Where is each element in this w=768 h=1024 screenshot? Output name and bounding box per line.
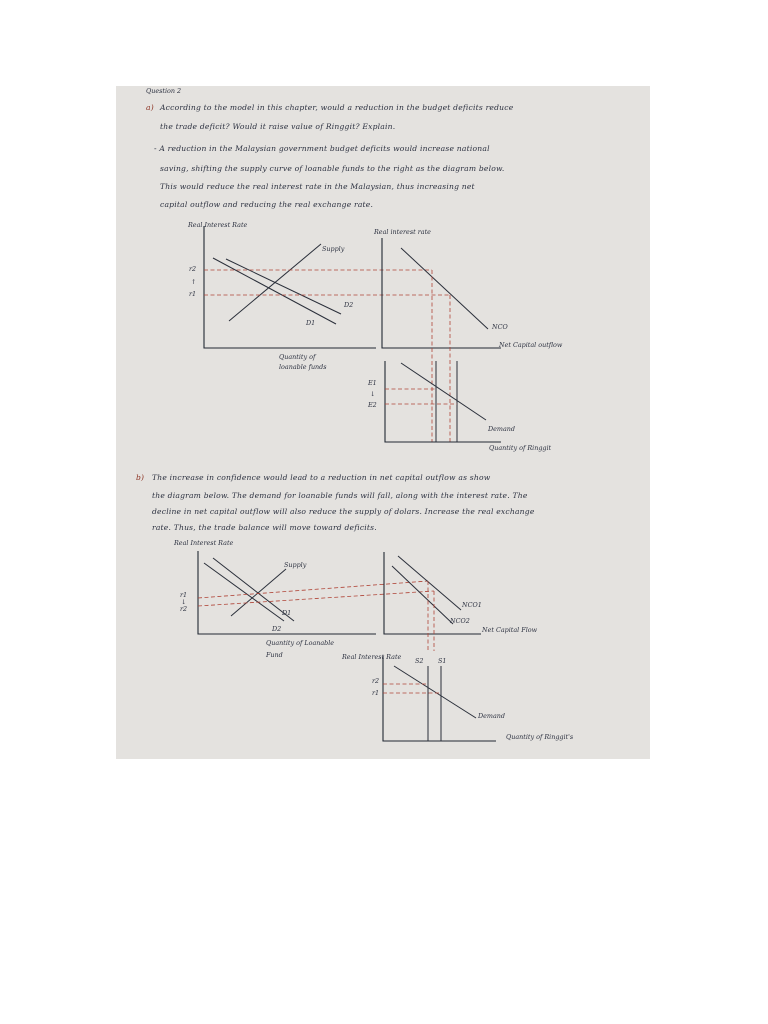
graph-a2-axes: [382, 238, 501, 348]
graph-a2-lines: [382, 238, 501, 442]
graph-b2-nco1-label: NCO1: [462, 601, 482, 609]
graph-a3-lines: [385, 361, 501, 442]
notebook-photo: [116, 86, 650, 759]
graph-a2-xlabel: Net Capital outflow: [499, 341, 563, 349]
part-a-answer-line-3: This would reduce the real interest rate in the Malaysian, thus increasing net: [160, 182, 475, 191]
graph-b1-ylabel: Real Interest Rate: [174, 539, 234, 547]
graph-a2-nco-label: NCO: [492, 323, 508, 331]
part-a-question-line-2: the trade deficit? Would it raise value of Ringgit? Explain.: [160, 122, 396, 131]
graph-a1-xlabel-1: Quantity of: [279, 353, 316, 361]
part-a-answer-line-4: capital outflow and reducing the real exchange rate.: [160, 200, 374, 209]
part-a-question-line-1: According to the model in this chapter, would a reduction in the budget deficits reduce: [160, 103, 514, 112]
graph-b3-demand-label: Demand: [478, 712, 505, 720]
part-b-answer-line-4: rate. Thus, the trade balance will move toward deficits.: [152, 523, 377, 532]
graph-a3-demand-label: Demand: [488, 425, 515, 433]
graph-a1-demand-d1: [213, 258, 336, 327]
graph-b1-demand-d1: [204, 563, 284, 621]
graph-b2-xlabel: Net Capital Flow: [482, 626, 538, 634]
graph-a1-supply: [229, 244, 321, 321]
graph-b3-s2-label: S2: [415, 657, 424, 665]
question-heading: Question 2: [146, 87, 182, 95]
graph-a1-r1-label: r1: [189, 290, 197, 298]
graph-b3-axes: [383, 656, 496, 741]
graph-b1-xlabel-2: Fund: [266, 651, 283, 659]
graph-a3-demand: [401, 363, 486, 420]
graph-a3-e2-label: E2: [368, 401, 377, 409]
graph-b1-r2-guide: [198, 591, 434, 606]
graph-b3-ylabel: Real Interest Rate: [342, 653, 402, 661]
graph-b1-r2-label: r2: [180, 605, 188, 613]
graph-b1-r1-label: r1: [180, 591, 188, 599]
part-a-answer-line-2: saving, shifting the supply curve of loanable funds to the right as the diagram below.: [160, 164, 505, 173]
graph-b3-xlabel: Quantity of Ringgit's: [506, 733, 574, 741]
graph-b3-s1-label: S1: [438, 657, 447, 665]
part-a-marker: a): [146, 103, 154, 112]
graph-a1-d1-label: D1: [306, 319, 316, 327]
part-a-answer-line-1: - A reduction in the Malaysian government budget deficits would increase national: [154, 144, 490, 153]
part-b-answer-line-2: the diagram below. The demand for loanable funds will fall, along with the interest rate. The: [152, 491, 528, 500]
graph-b1-lines: [198, 551, 434, 634]
graph-b1-supply-label: Supply: [284, 561, 307, 569]
graph-b3-r2-label: r2: [372, 677, 380, 685]
graph-a2-nco-curve: [401, 248, 488, 329]
graph-b1-d1-label: D1: [282, 609, 292, 617]
graph-a1-supply-label: Supply: [322, 245, 345, 253]
graph-b2-nco2-label: NCO2: [450, 617, 470, 625]
graph-a1-demand-d2: [226, 259, 341, 314]
graph-b3-r1-label: r1: [372, 689, 380, 697]
graph-a3-e1-label: E1: [368, 379, 377, 387]
graph-a1-ylabel: Real Interest Rate: [188, 221, 248, 229]
part-b-marker: b): [136, 473, 145, 482]
graph-a3-arrow: ↓: [370, 390, 376, 398]
graph-b1-xlabel-1: Quantity of Loanable: [266, 639, 335, 647]
graph-a1-d2-label: D2: [344, 301, 354, 309]
graph-a1-xlabel-2: loanable funds: [279, 363, 327, 371]
graph-a2-ylabel: Real interest rate: [374, 228, 431, 236]
graph-a1-arrow: ↑: [191, 278, 197, 286]
graph-a3-axes: [385, 361, 501, 442]
graph-b1-arrow: ↓: [181, 598, 187, 606]
part-b-answer-line-1: The increase in confidence would lead to a reduction in net capital outflow as show: [152, 473, 491, 482]
graph-b3-demand: [394, 666, 476, 718]
part-b-answer-line-3: decline in net capital outflow will also reduce the supply of dolars. Increase the real exchange: [152, 507, 535, 516]
graph-b3-lines: [383, 656, 496, 741]
graph-b1-d2-label: D2: [272, 625, 282, 633]
graph-a1-r2-label: r2: [189, 265, 197, 273]
graph-a3-xlabel: Quantity of Ringgit: [489, 444, 552, 452]
graph-a1-axes: [204, 226, 376, 348]
